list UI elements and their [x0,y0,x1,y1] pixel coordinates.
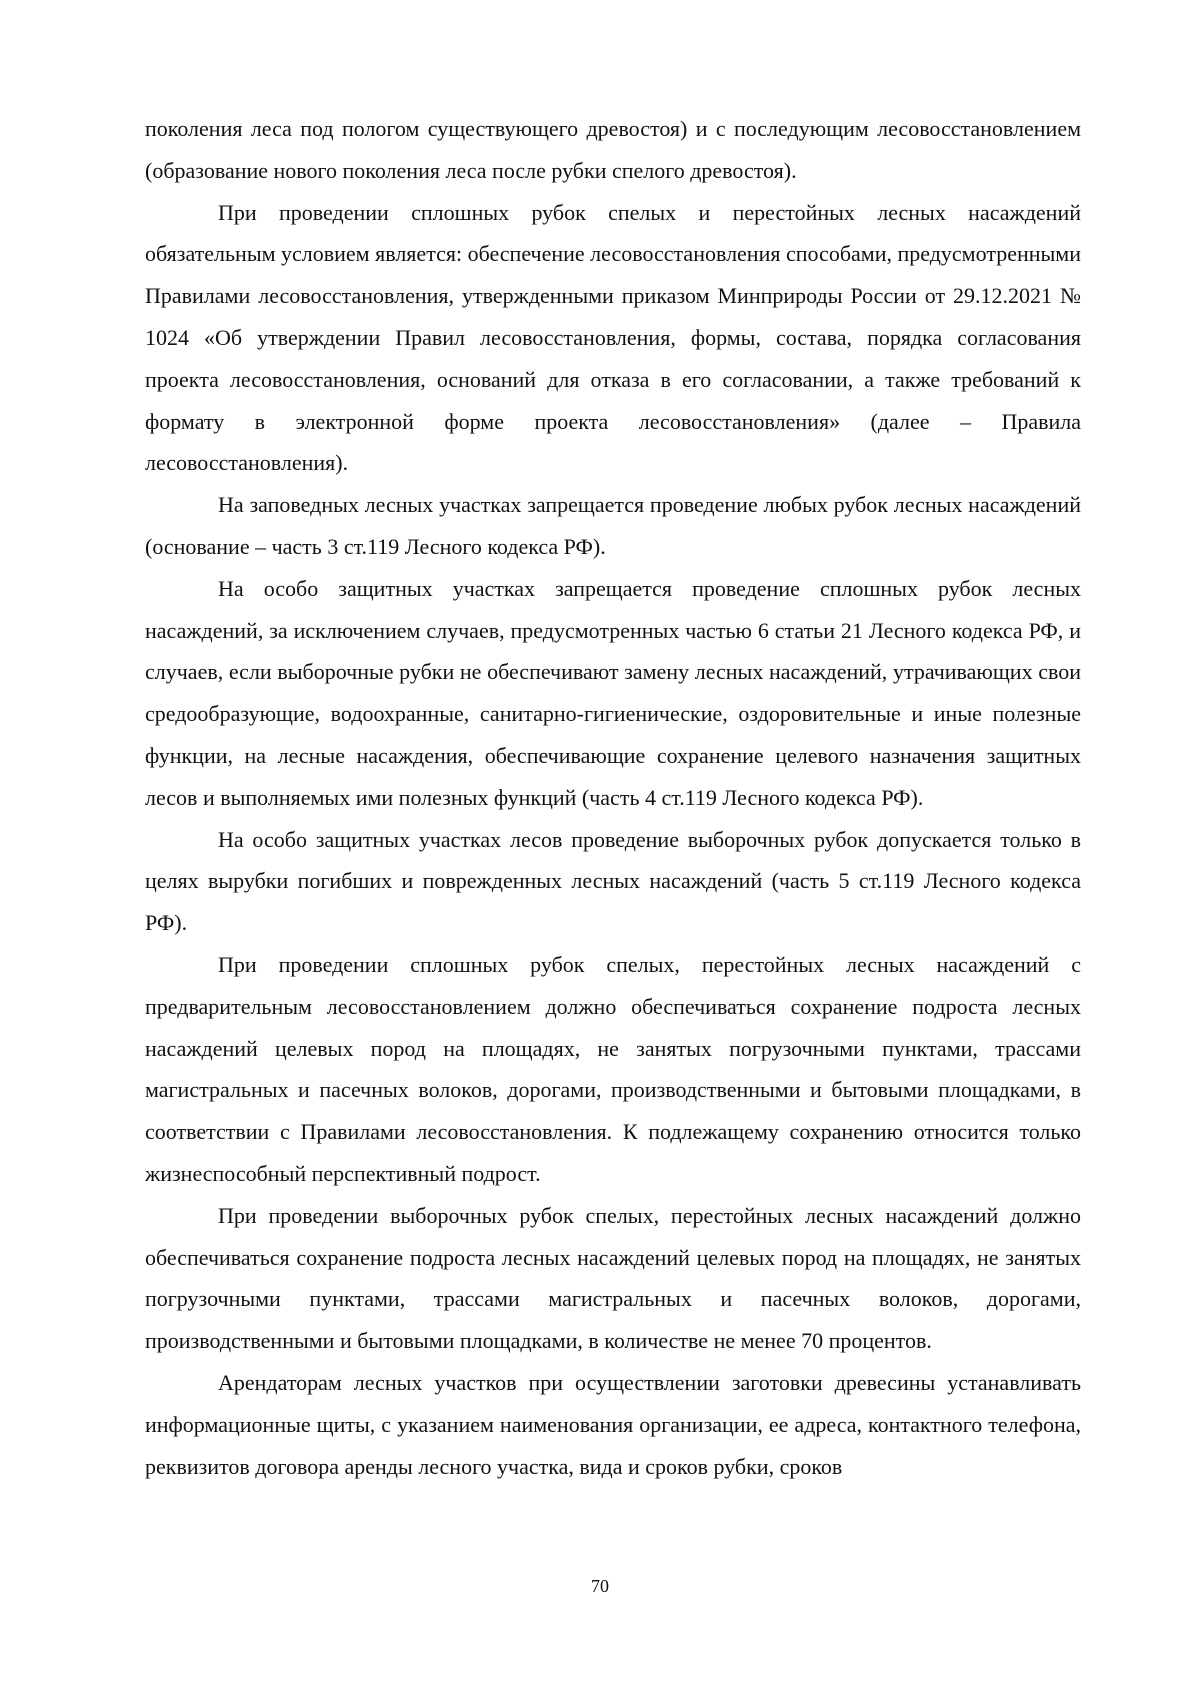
paragraph-clear-cutting-conditions: При проведении сплошных рубок спелых и перестойных лесных насаждений обязательным условием является: обеспечение лесовосстановления способами, предусмотренными Правилами лесовосстановления, утвержденными приказом Минприроды России от 29.12.2021 № 1024 «Об утверждении Правил лесовосстановления, формы, состава, порядка согласования проекта лесовосстановления, оснований для отказа в его согласовании, а также требований к формату в электронной форме проекта лесовосстановления» (далее – Правила лесовосстановления). [145,199,1081,476]
paragraph-undergrowth-preservation-clear: При проведении сплошных рубок спелых, перестойных лесных насаждений с предварительным лесовосстановлением должно обеспечиваться сохранение подроста лесных насаждений целевых пород на площадях, не занятых погрузочными пунктами, трассами магистральных и пасечных волоков, дорогами, производственными и бытовыми площадками, в соответствии с Правилами лесовосстановления. К подлежащему сохранению относится только жизнеспособный перспективный подрост. [145,951,1081,1186]
paragraph-undergrowth-preservation-selective: При проведении выборочных рубок спелых, перестойных лесных насаждений должно обеспечиваться сохранение подроста лесных насаждений целевых пород на площадях, не занятых погрузочными пунктами, трассами магистральных и пасечных волоков, дорогами, производственными и бытовыми площадками, в количестве не менее 70 процентов. [145,1202,1081,1354]
paragraph-reserved-plots: На заповедных лесных участках запрещается проведение любых рубок лесных насаждений (основание – часть 3 ст.119 Лесного кодекса РФ). [145,492,1081,559]
paragraph-protective-plots-selective-cutting: На особо защитных участках лесов проведение выборочных рубок допускается только в целях вырубки погибших и поврежденных лесных насаждений (часть 5 ст.119 Лесного кодекса РФ). [145,826,1081,936]
paragraph-protective-plots-clear-cutting: На особо защитных участках запрещается проведение сплошных рубок лесных насаждений, за исключением случаев, предусмотренных частью 6 статьи 21 Лесного кодекса РФ, и случаев, если выборочные рубки не обеспечивают замену лесных насаждений, утрачивающих свои средообразующие, водоохранные, санитарно-гигиенические, оздоровительные и иные полезные функции, на лесные насаждения, обеспечивающие сохранение целевого назначения защитных лесов и выполняемых ими полезных функций (часть 4 ст.119 Лесного кодекса РФ). [145,575,1081,810]
paragraph-information-boards: Арендаторам лесных участков при осуществлении заготовки древесины устанавливать информационные щиты, с указанием наименования организации, ее адреса, контактного телефона, реквизитов договора аренды лесного участка, вида и сроков рубки, сроков [145,1369,1081,1479]
document-body [145,108,1081,1487]
paragraph-continued: поколения леса под пологом существующего древостоя) и с последующим лесовосстановлением (образование нового поколения леса после рубки спелого древостоя). [145,116,1081,183]
page-number: 70 [591,1576,609,1596]
